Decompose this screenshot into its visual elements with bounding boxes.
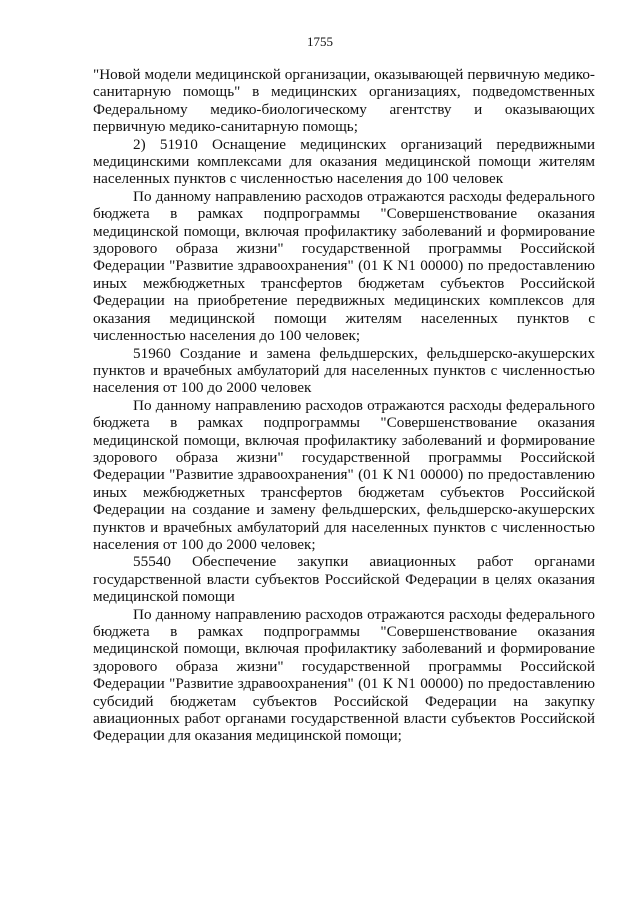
paragraph-heading-51910: 2) 51910 Оснащение медицинских организаций передвижными медицинскими комплексами для оказания медицинской помощи жителям населенных пунктов с численностью населения до 100 человек <box>93 135 595 188</box>
paragraph-heading-51960: 51960 Создание и замена фельдшерских, фельдшерско-акушерских пунктов и врачебных амбулаторий для населенных пунктов с численностью населения от 100 до 2000 человек <box>93 344 595 397</box>
paragraph-continuation: "Новой модели медицинской организации, оказывающей первичную медико-санитарную помощь" в медицинских организациях, подведомственных Федеральному медико-биологическому агентству и оказывающих первичную медико-санитарную помощь; <box>93 66 595 136</box>
page-number: 1755 <box>307 34 333 49</box>
document-body <box>93 66 595 745</box>
paragraph-description-51910: По данному направлению расходов отражаются расходы федерального бюджета в рамках подпрограммы "Совершенствование оказания медицинской помощи, включая профилактику заболеваний и формирование здорового образа жизни" государственной программы Российской Федерации "Развитие здравоохранения" (01 К N1 00000) по предоставлению иных межбюджетных трансфертов бюджетам субъектов Российской Федерации на приобретение передвижных медицинских комплексов для оказания медицинской помощи жителям населенных пунктов с численностью населения до 100 человек; <box>93 187 595 345</box>
paragraph-heading-55540: 55540 Обеспечение закупки авиационных работ органами государственной власти субъектов Российской Федерации в целях оказания медицинской помощи <box>93 553 595 606</box>
paragraph-description-51960: По данному направлению расходов отражаются расходы федерального бюджета в рамках подпрограммы "Совершенствование оказания медицинской помощи, включая профилактику заболеваний и формирование здорового образа жизни" государственной программы Российской Федерации "Развитие здравоохранения" (01 К N1 00000) по предоставлению иных межбюджетных трансфертов бюджетам субъектов Российской Федерации на создание и замену фельдшерских, фельдшерско-акушерских пунктов и врачебных амбулаторий для населенных пунктов с численностью населения от 100 до 2000 человек; <box>93 396 595 553</box>
paragraph-description-55540: По данному направлению расходов отражаются расходы федерального бюджета в рамках подпрограммы "Совершенствование оказания медицинской помощи, включая профилактику заболеваний и формирование здорового образа жизни" государственной программы Российской Федерации "Развитие здравоохранения" (01 К N1 00000) по предоставлению субсидий бюджетам субъектов Российской Федерации на закупку авиационных работ органами государственной власти субъектов Российской Федерации для оказания медицинской помощи; <box>93 605 595 745</box>
